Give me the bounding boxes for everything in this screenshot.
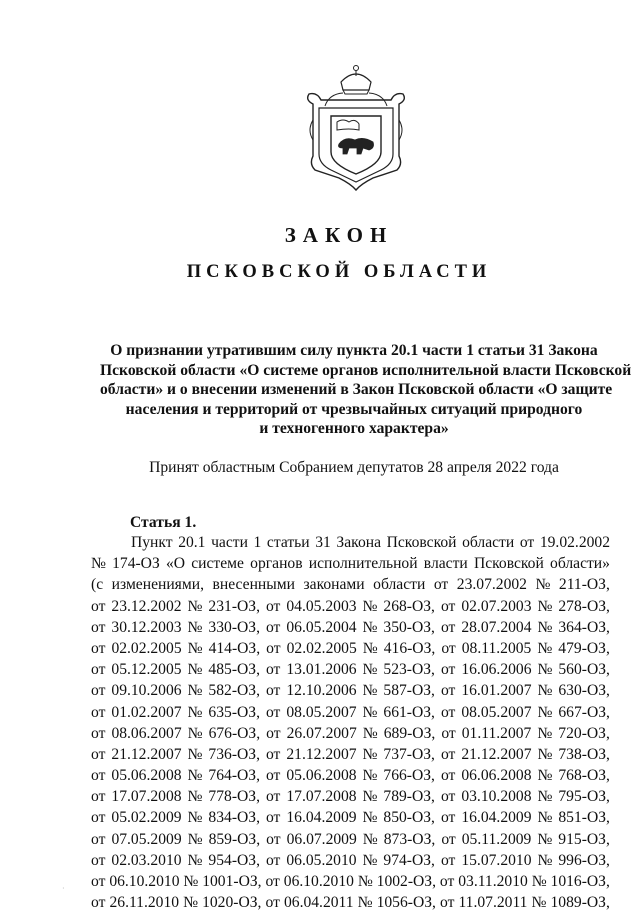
article-word: № (362, 809, 378, 827)
article-word: 05.06.2008 (111, 767, 182, 785)
article-word: 02.03.2010 (111, 851, 182, 869)
article-word: от (440, 788, 456, 806)
article-word: 05.11.2009 (461, 830, 532, 848)
article-word: № (362, 682, 378, 700)
article-word: 676-ОЗ, (208, 724, 261, 742)
article-word: от (265, 703, 281, 721)
article-word: 08.05.2007 (286, 703, 357, 721)
article-word: органов (250, 555, 303, 573)
subject-line: населения и территорий от чрезвычайных ситуаций природного (125, 400, 583, 418)
article-word: 766-ОЗ, (383, 767, 435, 785)
article-word: № (537, 851, 553, 869)
article-word: от (265, 809, 281, 827)
article-word: от (91, 639, 106, 657)
article-word: 02.07.2003 (461, 597, 532, 615)
article-word: № (183, 873, 199, 890)
article-word: Псковской (473, 555, 544, 573)
article-word: 03.10.2008 (461, 788, 532, 806)
article-word: от (265, 767, 281, 785)
article-word: № (357, 873, 373, 890)
article-word: 778-ОЗ, (208, 788, 260, 806)
article-word: 736-ОЗ, (208, 745, 260, 763)
article-word: 851-ОЗ, (558, 809, 610, 827)
article-word: 873-ОЗ, (383, 830, 436, 848)
article-word: 661-ОЗ, (383, 703, 435, 721)
article-word: Закона (336, 534, 382, 551)
article-word: от (265, 788, 281, 806)
article-word: 17.07.2008 (286, 788, 357, 806)
article-line (91, 829, 610, 850)
article-word: 06.05.2010 (286, 851, 357, 869)
article-word: 1016-ОЗ, (550, 873, 610, 890)
article-word: от (265, 851, 281, 869)
article-word: 05.12.2005 (111, 661, 182, 679)
article-word: № (537, 661, 553, 679)
article-word: от (265, 894, 280, 912)
article-word: 05.06.2008 (286, 767, 357, 785)
article-word: № (362, 597, 378, 615)
article-word: 16.04.2009 (286, 809, 357, 827)
article-word: 850-ОЗ, (383, 809, 435, 827)
article-word: 211-ОЗ, (558, 576, 610, 594)
adoption-note: Принят областным Собранием депутатов 28 апреля 2022 года (149, 459, 559, 476)
article-word: № (531, 894, 547, 912)
article-word: 01.02.2007 (111, 703, 182, 721)
article-word: 414-ОЗ, (208, 639, 261, 657)
article-word: системе (191, 555, 244, 573)
article-word: 974-ОЗ, (383, 851, 435, 869)
article-word: 16.04.2009 (461, 809, 532, 827)
article-line (91, 850, 610, 871)
article-word: от (91, 894, 106, 912)
article-word: № (362, 788, 378, 806)
article-word: 17.07.2008 (111, 788, 182, 806)
article-word: 174-ОЗ (112, 555, 160, 573)
article-word: 02.02.2005 (111, 639, 182, 657)
subject-line: Псковской области «О системе органов исполнительной власти Псковской (100, 361, 632, 379)
article-word: № (531, 873, 547, 890)
article-word: 12.10.2006 (286, 682, 357, 700)
article-word: (с (91, 576, 104, 594)
article-word: 1089-ОЗ, (550, 894, 610, 912)
article-word: области» (550, 555, 610, 573)
article-word: 23.07.2002 (456, 576, 527, 594)
article-word: власти (423, 555, 468, 573)
article-word: 1002-ОЗ, (376, 873, 436, 890)
article-line (91, 765, 610, 786)
article-word: от (440, 767, 456, 785)
article-line (91, 871, 610, 892)
article-word: 16.01.2007 (461, 682, 532, 700)
article-word: от (440, 682, 456, 700)
article-word: № (362, 767, 378, 785)
subject-line: области» и о внесении изменений в Закон Псковской области «О защите (100, 381, 613, 398)
article-word: 485-ОЗ, (208, 661, 260, 679)
article-word: 350-ОЗ, (383, 618, 435, 636)
article-word: № (537, 682, 553, 700)
article-word: 06.05.2004 (286, 618, 357, 636)
article-word: 1001-ОЗ, (202, 873, 262, 890)
article-word: 21.12.2007 (461, 745, 532, 763)
article-word: от (440, 661, 456, 679)
article-line (91, 702, 610, 723)
article-word: 635-ОЗ, (208, 703, 260, 721)
article-word: 689-ОЗ, (383, 724, 436, 742)
article-word: 1020-ОЗ, (202, 894, 262, 912)
article-word: 954-ОЗ, (208, 851, 260, 869)
article-word: 416-ОЗ, (383, 639, 436, 657)
article-word: от (441, 639, 456, 657)
article-line (91, 617, 610, 638)
article-word: № (187, 745, 203, 763)
article-word: от (265, 873, 280, 890)
article-word: 859-ОЗ, (208, 830, 261, 848)
article-word: 06.10.2010 (283, 873, 354, 890)
article-word: 11.07.2011 (458, 894, 528, 912)
article-line (91, 659, 610, 680)
article-word: 1056-ОЗ, (376, 894, 436, 912)
article-word: № (357, 894, 373, 912)
article-word: 996-ОЗ, (558, 851, 610, 869)
article-word: законами (303, 576, 365, 594)
article-word: 08.06.2007 (111, 724, 182, 742)
article-word: 26.11.2010 (109, 894, 180, 912)
article-word: № (187, 639, 203, 657)
article-line (91, 532, 610, 553)
article-word: 667-ОЗ, (558, 703, 610, 721)
article-body (91, 532, 610, 913)
article-word: 20.1 (178, 534, 206, 551)
article-word: от (91, 724, 106, 742)
article-word: 31 (315, 534, 331, 551)
article-word: 19.02.2002 (539, 534, 610, 551)
article-word: 08.11.2005 (461, 639, 532, 657)
article-word: 630-ОЗ, (558, 682, 610, 700)
article-word: 06.06.2008 (461, 767, 532, 785)
article-word: 523-ОЗ, (383, 661, 435, 679)
article-word: от (440, 745, 456, 763)
article-word: от (439, 873, 455, 890)
article-word: № (362, 724, 378, 742)
article-word: от (91, 597, 106, 615)
article-word: 1 (253, 534, 262, 551)
article-word: от (440, 703, 456, 721)
coat-of-arms-icon (303, 60, 409, 192)
article-word: 789-ОЗ, (383, 788, 435, 806)
article-word: 364-ОЗ, (558, 618, 610, 636)
article-line (91, 553, 610, 574)
article-word: статьи (266, 534, 310, 551)
article-word: 587-ОЗ, (383, 682, 435, 700)
article-word: 26.07.2007 (286, 724, 357, 742)
article-line (91, 574, 610, 595)
article-word: 737-ОЗ, (383, 745, 435, 763)
article-word: № (187, 724, 203, 742)
article-word: 582-ОЗ, (208, 682, 260, 700)
article-word: № (187, 661, 203, 679)
article-word: от (441, 830, 456, 848)
article-word: № (187, 703, 203, 721)
article-word: 16.06.2006 (461, 661, 532, 679)
article-word: № (537, 724, 553, 742)
article-word: № (362, 618, 378, 636)
article-word: от (266, 639, 281, 657)
page-mark: · (62, 884, 65, 893)
article-line (91, 596, 610, 617)
article-word: 330-ОЗ, (208, 618, 260, 636)
article-word: 13.01.2006 (286, 661, 357, 679)
article-word: от (441, 724, 456, 742)
article-word: от (91, 830, 106, 848)
article-word: от (440, 809, 456, 827)
article-word: 09.10.2006 (111, 682, 182, 700)
article-word: изменениями, (111, 576, 204, 594)
article-word: 03.11.2010 (458, 873, 528, 890)
article-word: от (91, 618, 106, 636)
law-title: ЗАКОН (284, 223, 394, 247)
article-word: от (91, 788, 106, 806)
article-line (91, 892, 610, 913)
article-word: № (537, 597, 553, 615)
article-word: от (91, 661, 106, 679)
article-word: № (187, 788, 203, 806)
article-word: «О (165, 555, 186, 573)
article-word: 06.04.2011 (283, 894, 354, 912)
article-word: от (266, 724, 281, 742)
article-word: 231-ОЗ, (208, 597, 260, 615)
article-word: 02.02.2005 (286, 639, 357, 657)
article-word: 06.07.2009 (286, 830, 357, 848)
article-word: 21.12.2007 (286, 745, 357, 763)
subject-line: и техногенного характера» (259, 420, 449, 437)
article-word: 21.12.2007 (111, 745, 182, 763)
article-word: № (183, 894, 199, 912)
article-word: 05.02.2009 (111, 809, 182, 827)
article-word: № (362, 639, 378, 657)
article-word: от (265, 661, 281, 679)
article-word: 23.12.2002 (111, 597, 182, 615)
article-word: 278-ОЗ, (558, 597, 610, 615)
article-word: Пункт (131, 534, 173, 551)
article-word: области (373, 576, 426, 594)
article-word: 268-ОЗ, (383, 597, 435, 615)
article-word: № (537, 788, 553, 806)
article-word: 15.07.2010 (461, 851, 532, 869)
article-word: 915-ОЗ, (558, 830, 610, 848)
article-word: 479-ОЗ, (558, 639, 610, 657)
article-word: от (433, 576, 449, 594)
law-subject (100, 341, 632, 439)
article-word: 720-ОЗ, (558, 724, 610, 742)
article-word: от (519, 534, 535, 551)
article-word: 06.10.2010 (109, 873, 180, 890)
article-word: от (440, 851, 456, 869)
article-word: от (440, 894, 455, 912)
article-line (91, 638, 610, 659)
article-word: № (187, 682, 203, 700)
article-word: № (362, 661, 378, 679)
article-word: № (537, 745, 553, 763)
article-word: 834-ОЗ, (208, 809, 260, 827)
subject-line: О признании утратившим силу пункта 20.1 части 1 статьи 31 Закона (110, 342, 598, 359)
article-word: № (537, 639, 553, 657)
article-word: от (265, 745, 281, 763)
article-word: № (537, 767, 553, 785)
article-word: от (440, 618, 456, 636)
article-word: 764-ОЗ, (208, 767, 260, 785)
article-word: внесенными (212, 576, 295, 594)
article-heading: Статья 1. (130, 514, 197, 531)
article-word: от (265, 682, 281, 700)
article-word: 738-ОЗ, (558, 745, 610, 763)
article-word: № (91, 555, 106, 573)
article-word: Псковской (386, 534, 457, 551)
article-word: № (535, 576, 551, 594)
article-word: от (91, 809, 106, 827)
article-word: 768-ОЗ, (558, 767, 610, 785)
article-word: № (537, 830, 553, 848)
article-word: 04.05.2003 (286, 597, 357, 615)
article-word: № (187, 597, 203, 615)
article-word: 01.11.2007 (461, 724, 532, 742)
article-word: 08.05.2007 (461, 703, 532, 721)
article-word: № (362, 851, 378, 869)
article-word: от (265, 618, 281, 636)
article-word: 28.07.2004 (461, 618, 532, 636)
article-word: от (91, 851, 106, 869)
article-line (91, 680, 610, 701)
article-word: исполнительной (308, 555, 418, 573)
article-word: от (91, 682, 106, 700)
article-word: области (462, 534, 515, 551)
article-word: № (537, 809, 553, 827)
article-word: 30.12.2003 (111, 618, 182, 636)
article-line (91, 807, 610, 828)
article-word: от (91, 745, 106, 763)
law-region: ПСКОВСКОЙ ОБЛАСТИ (186, 262, 492, 282)
article-word: № (537, 703, 553, 721)
article-word: № (187, 809, 203, 827)
article-word: № (187, 851, 203, 869)
article-line (91, 786, 610, 807)
article-word: № (362, 703, 378, 721)
article-word: № (362, 745, 378, 763)
article-word: от (91, 767, 106, 785)
article-word: от (266, 830, 281, 848)
article-word: 560-ОЗ, (558, 661, 610, 679)
article-word: 07.05.2009 (111, 830, 182, 848)
article-word: № (187, 767, 203, 785)
article-word: от (91, 703, 106, 721)
article-word: № (362, 830, 378, 848)
article-line (91, 723, 610, 744)
article-word: № (537, 618, 553, 636)
article-word: части (211, 534, 248, 551)
article-word: № (187, 830, 203, 848)
article-word: от (265, 597, 281, 615)
article-word: от (91, 873, 106, 890)
article-line (91, 744, 610, 765)
article-word: от (440, 597, 456, 615)
article-word: 795-ОЗ, (558, 788, 610, 806)
article-word: № (187, 618, 203, 636)
